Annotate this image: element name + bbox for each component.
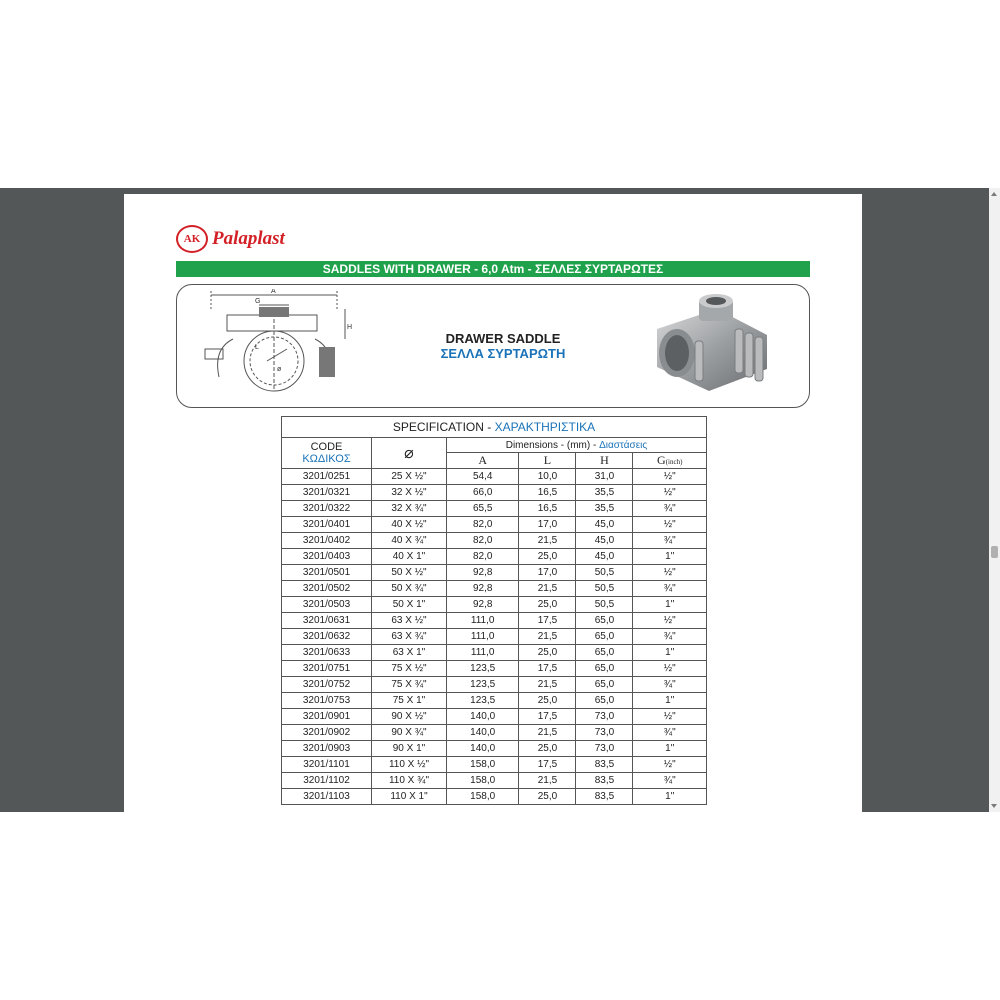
cell-a: 123,5 (446, 693, 518, 709)
table-row (282, 549, 707, 565)
spec-table-body (282, 469, 707, 805)
spec-heading-en: SPECIFICATION - (392, 420, 495, 434)
cell-h: 65,0 (576, 629, 633, 645)
cell-a: 123,5 (446, 677, 518, 693)
table-row (282, 773, 707, 789)
cell-g: ½" (633, 709, 707, 725)
cell-a: 82,0 (446, 517, 518, 533)
cell-g: ¾" (633, 677, 707, 693)
cell-g: 1" (633, 741, 707, 757)
cell-a: 82,0 (446, 549, 518, 565)
table-row (282, 645, 707, 661)
cell-a: 140,0 (446, 709, 518, 725)
cell-g: 1" (633, 789, 707, 805)
cell-code: 3201/0401 (282, 517, 372, 533)
cell-h: 65,0 (576, 645, 633, 661)
product-box (176, 284, 810, 408)
cell-g: 1" (633, 693, 707, 709)
cell-l: 16,5 (519, 501, 576, 517)
cell-code: 3201/0631 (282, 613, 372, 629)
col-g-label: G (657, 453, 666, 467)
cell-h: 45,0 (576, 549, 633, 565)
table-row (282, 789, 707, 805)
cell-diameter: 63 X ¾" (372, 629, 447, 645)
cell-diameter: 110 X ½" (372, 757, 447, 773)
cell-diameter: 75 X 1" (372, 693, 447, 709)
cell-l: 21,5 (519, 581, 576, 597)
cell-a: 65,5 (446, 501, 518, 517)
cell-code: 3201/0403 (282, 549, 372, 565)
table-row (282, 501, 707, 517)
cell-code: 3201/0502 (282, 581, 372, 597)
table-row (282, 661, 707, 677)
cell-l: 21,5 (519, 773, 576, 789)
cell-g: ¾" (633, 581, 707, 597)
table-row (282, 677, 707, 693)
cell-l: 21,5 (519, 629, 576, 645)
cell-code: 3201/0503 (282, 597, 372, 613)
cell-diameter: 32 X ¾" (372, 501, 447, 517)
cell-code: 3201/0501 (282, 565, 372, 581)
brand-logo (176, 225, 285, 253)
cell-h: 35,5 (576, 485, 633, 501)
cell-diameter: 75 X ¾" (372, 677, 447, 693)
label-diameter: ø (277, 366, 282, 373)
table-row (282, 565, 707, 581)
table-row (282, 517, 707, 533)
product-photo (647, 289, 777, 401)
cell-a: 111,0 (446, 645, 518, 661)
cell-l: 10,0 (519, 469, 576, 485)
cell-a: 158,0 (446, 757, 518, 773)
cell-a: 92,8 (446, 597, 518, 613)
cell-diameter: 50 X 1" (372, 597, 447, 613)
cell-l: 17,5 (519, 709, 576, 725)
cell-code: 3201/1103 (282, 789, 372, 805)
table-row (282, 709, 707, 725)
cell-h: 50,5 (576, 565, 633, 581)
vertical-scrollbar[interactable] (989, 188, 1000, 812)
cell-l: 17,5 (519, 661, 576, 677)
cell-l: 25,0 (519, 741, 576, 757)
cell-diameter: 110 X ¾" (372, 773, 447, 789)
product-family-title: SADDLES WITH DRAWER - 6,0 Atm - ΣΕΛΛΕΣ ΣΥΡΤΑΡΩΤΕΣ (176, 261, 810, 277)
cell-g: ½" (633, 757, 707, 773)
cell-g: ¾" (633, 629, 707, 645)
cell-h: 50,5 (576, 597, 633, 613)
cell-a: 158,0 (446, 773, 518, 789)
cell-g: ½" (633, 469, 707, 485)
cell-code: 3201/1101 (282, 757, 372, 773)
cell-l: 17,0 (519, 517, 576, 533)
product-name-en: DRAWER SADDLE (445, 331, 561, 346)
scroll-down-arrow-icon[interactable] (991, 804, 997, 808)
cell-diameter: 40 X ¾" (372, 533, 447, 549)
document-viewer[interactable] (0, 188, 1000, 812)
product-name-gr: ΣΕΛΛΑ ΣΥΡΤΑΡΩΤΗ (440, 346, 566, 361)
cell-a: 66,0 (446, 485, 518, 501)
specification-table (281, 416, 707, 805)
cell-h: 83,5 (576, 773, 633, 789)
cell-g: ½" (633, 517, 707, 533)
col-h-header: H (576, 453, 633, 469)
cell-l: 21,5 (519, 677, 576, 693)
cell-g: ¾" (633, 773, 707, 789)
table-row (282, 757, 707, 773)
table-row (282, 469, 707, 485)
cell-g: ¾" (633, 501, 707, 517)
cell-g: 1" (633, 597, 707, 613)
scroll-up-arrow-icon[interactable] (991, 192, 997, 196)
cell-code: 3201/0902 (282, 725, 372, 741)
cell-h: 35,5 (576, 501, 633, 517)
cell-l: 25,0 (519, 597, 576, 613)
cell-l: 25,0 (519, 789, 576, 805)
cell-l: 16,5 (519, 485, 576, 501)
dimensions-header (446, 438, 706, 453)
cell-a: 140,0 (446, 741, 518, 757)
col-a-header: A (446, 453, 518, 469)
table-row (282, 485, 707, 501)
cell-h: 83,5 (576, 789, 633, 805)
cell-g: ¾" (633, 725, 707, 741)
cell-diameter: 40 X 1" (372, 549, 447, 565)
cell-g: ¾" (633, 533, 707, 549)
label-l: L (255, 344, 259, 351)
cell-h: 65,0 (576, 693, 633, 709)
cell-h: 73,0 (576, 709, 633, 725)
label-g: G (255, 298, 261, 305)
cell-diameter: 40 X ½" (372, 517, 447, 533)
cell-g: ½" (633, 613, 707, 629)
cell-diameter: 32 X ½" (372, 485, 447, 501)
cell-code: 3201/0402 (282, 533, 372, 549)
product-names (413, 331, 593, 361)
cell-g: 1" (633, 549, 707, 565)
cell-a: 123,5 (446, 661, 518, 677)
cell-diameter: 25 X ½" (372, 469, 447, 485)
col-g-unit: (inch) (665, 458, 683, 466)
cell-l: 17,5 (519, 757, 576, 773)
cell-a: 111,0 (446, 613, 518, 629)
cell-code: 3201/0322 (282, 501, 372, 517)
cell-h: 45,0 (576, 533, 633, 549)
cell-h: 73,0 (576, 741, 633, 757)
cell-h: 31,0 (576, 469, 633, 485)
label-h: H (347, 324, 353, 331)
cell-a: 92,8 (446, 581, 518, 597)
cell-code: 3201/0903 (282, 741, 372, 757)
code-header-en: CODE (310, 441, 343, 453)
cell-h: 65,0 (576, 677, 633, 693)
cell-code: 3201/0753 (282, 693, 372, 709)
cell-l: 17,0 (519, 565, 576, 581)
cell-h: 65,0 (576, 661, 633, 677)
cell-diameter: 90 X ½" (372, 709, 447, 725)
cell-code: 3201/1102 (282, 773, 372, 789)
cell-a: 111,0 (446, 629, 518, 645)
spec-heading (282, 417, 707, 438)
cell-code: 3201/0632 (282, 629, 372, 645)
cell-h: 45,0 (576, 517, 633, 533)
cell-diameter: 110 X 1" (372, 789, 447, 805)
table-row (282, 725, 707, 741)
cell-code: 3201/0321 (282, 485, 372, 501)
cell-g: 1" (633, 645, 707, 661)
table-row (282, 581, 707, 597)
cell-h: 65,0 (576, 613, 633, 629)
cell-code: 3201/0901 (282, 709, 372, 725)
cell-g: ½" (633, 565, 707, 581)
scroll-thumb[interactable] (991, 546, 998, 558)
cell-l: 21,5 (519, 725, 576, 741)
col-l-header: L (519, 453, 576, 469)
diameter-header: ⌀ (372, 438, 447, 469)
cell-h: 73,0 (576, 725, 633, 741)
cell-g: ½" (633, 661, 707, 677)
cell-l: 25,0 (519, 645, 576, 661)
cell-h: 50,5 (576, 581, 633, 597)
table-row (282, 533, 707, 549)
table-row (282, 693, 707, 709)
cell-code: 3201/0751 (282, 661, 372, 677)
table-row (282, 741, 707, 757)
cell-code: 3201/0251 (282, 469, 372, 485)
cell-a: 158,0 (446, 789, 518, 805)
cell-diameter: 90 X ¾" (372, 725, 447, 741)
brand-badge: AK (176, 225, 208, 253)
cell-diameter: 50 X ½" (372, 565, 447, 581)
dimensions-header-en: Dimensions - (mm) - (505, 439, 600, 451)
cell-code: 3201/0752 (282, 677, 372, 693)
cell-diameter: 63 X ½" (372, 613, 447, 629)
spec-heading-gr: ΧΑΡΑΚΤΗΡΙΣΤΙΚΑ (494, 420, 596, 434)
cell-a: 92,8 (446, 565, 518, 581)
cell-g: ½" (633, 485, 707, 501)
cell-l: 25,0 (519, 693, 576, 709)
cell-h: 83,5 (576, 757, 633, 773)
cell-l: 17,5 (519, 613, 576, 629)
cell-a: 54,4 (446, 469, 518, 485)
cell-diameter: 50 X ¾" (372, 581, 447, 597)
table-row (282, 629, 707, 645)
cell-code: 3201/0633 (282, 645, 372, 661)
cell-a: 140,0 (446, 725, 518, 741)
cell-diameter: 63 X 1" (372, 645, 447, 661)
dimensions-header-gr: Διαστάσεις (599, 439, 648, 451)
brand-name: Palaplast (212, 228, 285, 249)
cell-l: 21,5 (519, 533, 576, 549)
code-header (282, 438, 372, 469)
cell-diameter: 75 X ½" (372, 661, 447, 677)
technical-drawing (197, 289, 357, 401)
label-a: A (271, 289, 276, 295)
cell-diameter: 90 X 1" (372, 741, 447, 757)
pdf-page (124, 194, 862, 812)
table-row (282, 597, 707, 613)
cell-a: 82,0 (446, 533, 518, 549)
col-g-header (633, 453, 707, 469)
table-row (282, 613, 707, 629)
cell-l: 25,0 (519, 549, 576, 565)
code-header-gr: ΚΩΔΙΚΟΣ (302, 453, 351, 465)
